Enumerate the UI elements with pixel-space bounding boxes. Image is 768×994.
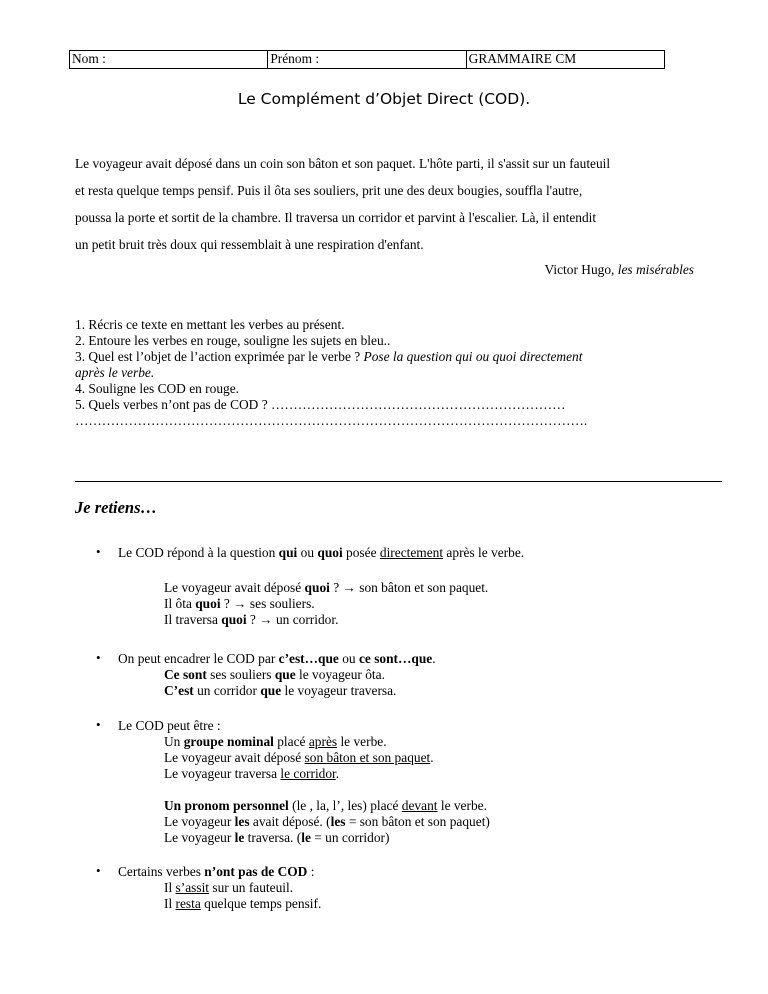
rule-4: Certains verbes n’ont pas de COD : (118, 864, 315, 879)
example-line: Le voyageur les avait déposé. (les = son bâton et son paquet) (164, 814, 490, 829)
bullet-icon: • (96, 650, 101, 665)
bullet-icon: • (96, 863, 101, 878)
bullet-icon: • (96, 544, 101, 559)
example-line: Le voyageur le traversa. (le = un corridor) (164, 830, 390, 845)
example-line: Il s’assit sur un fauteuil. (164, 880, 294, 895)
work-title: les misérables (617, 262, 694, 277)
question-2: 2. Entoure les verbes en rouge, souligne les sujets en bleu.. (75, 333, 391, 348)
example-line: Le voyageur traversa le corridor. (164, 766, 340, 781)
prenom-field[interactable]: Prénom : (267, 51, 465, 68)
questions (75, 317, 715, 429)
rule-2-examples (164, 667, 396, 699)
text-line: un petit bruit très doux qui ressemblait à une respiration d'enfant. (75, 237, 424, 252)
text-passage (75, 150, 715, 258)
example-line: Il resta quelque temps pensif. (164, 896, 322, 911)
example-line: Le voyageur avait déposé quoi ? → son bâton et son paquet. (164, 580, 489, 595)
example-line: Il ôta quoi ? → ses souliers. (164, 596, 315, 611)
rule-1: Le COD répond à la question qui ou quoi posée directement après le verbe. (118, 545, 525, 560)
rule-3-pronom: Un pronom personnel (le , la, l’, les) placé devant le verbe. Le voyageur les avait déposé. (les = son bâton et son paquet) Le voyageur le traversa. (le = un corridor) (164, 798, 490, 845)
example-line: Le voyageur avait déposé son bâton et son paquet. (164, 750, 434, 765)
rule-3: Le COD peut être : (118, 718, 221, 733)
text-line: poussa la porte et sortit de la chambre. Il traversa un corridor et parvint à l'escalier. Là, il entendit (75, 210, 597, 225)
example-line: Il traversa quoi ? → un corridor. (164, 612, 339, 627)
page-title: Le Complément d’Objet Direct (COD). (237, 90, 531, 108)
rule-1-examples (164, 580, 488, 628)
header-table (69, 50, 665, 69)
nom-field[interactable]: Nom : (72, 51, 106, 66)
rule-2: On peut encadrer le COD par c’est…que ou ce sont…que. (118, 651, 436, 666)
question-4: 4. Souligne les COD en rouge. (75, 381, 240, 396)
bullet-icon: • (96, 717, 101, 732)
subject-label: GRAMMAIRE CM (466, 51, 664, 68)
text-line: et resta quelque temps pensif. Puis il ôta ses souliers, prit une des deux bougies, souffla l'autre, (75, 183, 583, 198)
rule-4-examples (164, 880, 321, 912)
answer-dots: ……………………………………………………………………………………………………. (75, 413, 588, 428)
rule-3-gn: Un groupe nominal placé après le verbe. Le voyageur avait déposé son bâton et son paquet. Le voyageur traversa le corridor. (164, 734, 434, 781)
question-1: 1. Récris ce texte en mettant les verbes au présent. (75, 317, 345, 332)
author: Victor Hugo, (544, 262, 618, 277)
example-line: C’est un corridor que le voyageur traversa. (164, 683, 397, 698)
question-5: 5. Quels verbes n’ont pas de COD ? ………………………………………………………… (75, 397, 566, 412)
text-line: Le voyageur avait déposé dans un coin son bâton et son paquet. L'hôte parti, il s'assit sur un fauteuil (75, 156, 611, 171)
example-line: Ce sont ses souliers que le voyageur ôta. (164, 667, 385, 682)
question-3: 3. Quel est l’objet de l’action exprimée par le verbe ? Pose la question qui ou quoi directement (75, 349, 583, 364)
section-divider (75, 481, 722, 482)
retiens-heading: Je retiens… (75, 498, 158, 517)
attribution (545, 262, 694, 278)
question-3-cont: après le verbe. (75, 365, 155, 380)
